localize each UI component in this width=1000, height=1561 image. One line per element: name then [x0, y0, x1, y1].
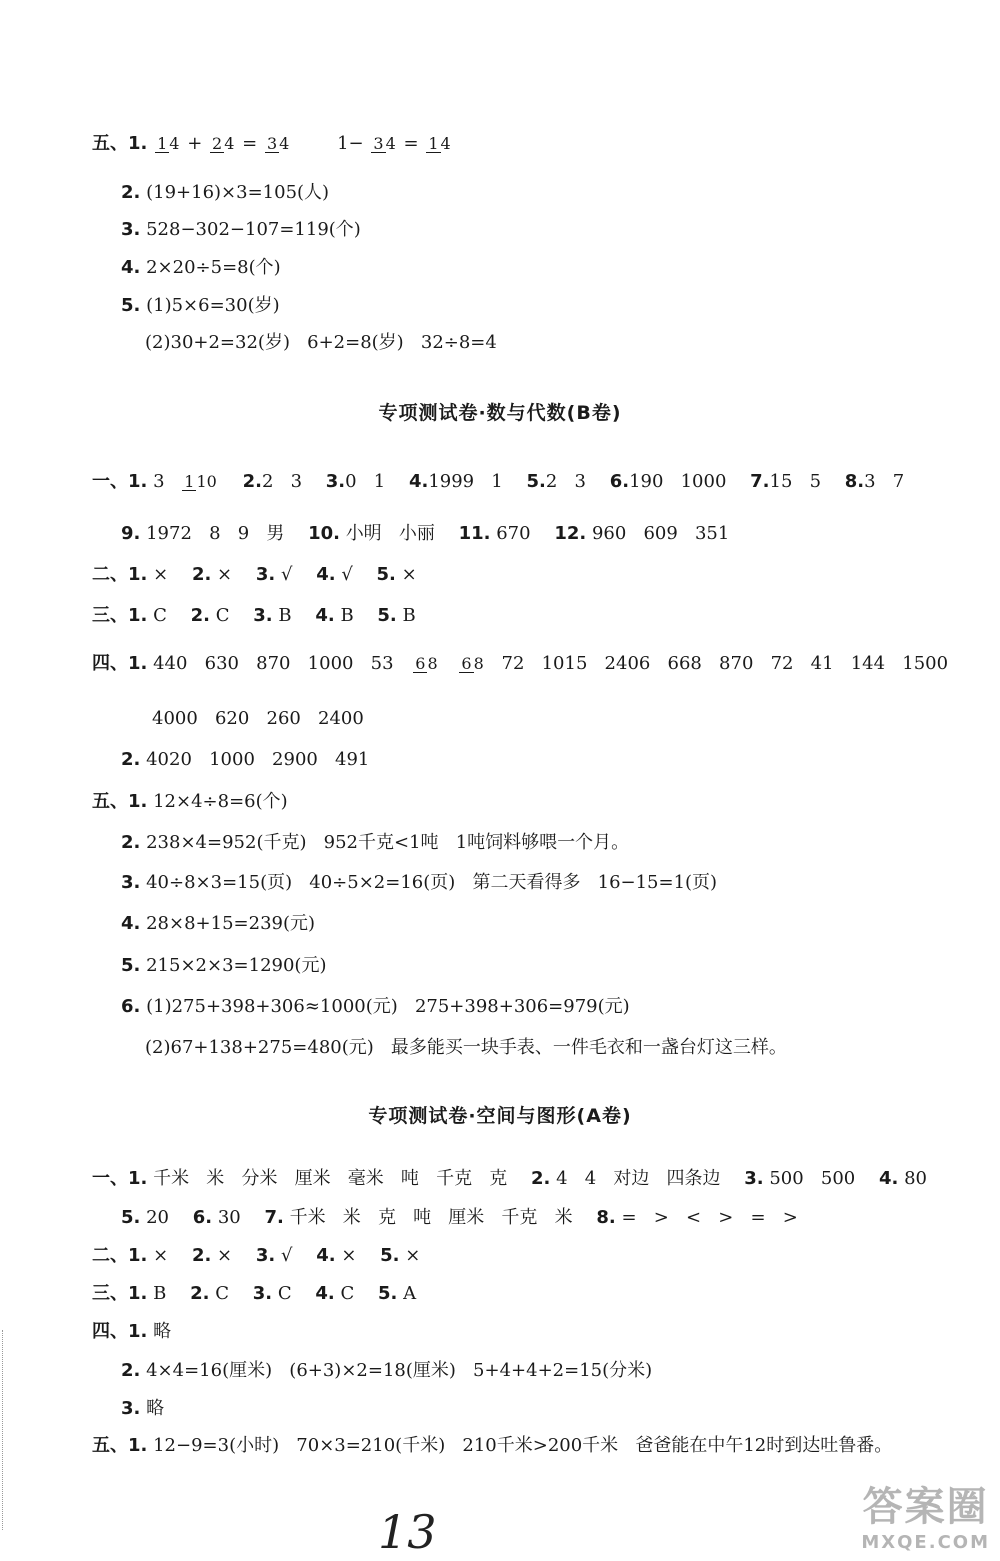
watermark-url: MXQE.COM — [861, 1532, 990, 1553]
fraction: 3 4 — [373, 134, 396, 153]
answer-line: 3. 528−302−107=119(个) — [121, 219, 361, 240]
answer-line: 三、1. B 2. C 3. C 4. C 5. A — [92, 1283, 417, 1304]
watermark-logo — [861, 1475, 990, 1553]
answer-line: 3. 40÷8×3=15(页) 40÷5×2=16(页) 第二天看得多 16−15=1(页) — [121, 872, 718, 893]
answer-line: 5. 215×2×3=1290(元) — [121, 955, 327, 976]
answer-line: 四、1. 440 630 870 1000 53 6 8 6 8 72 1015 2406 668 870 72 41 144 1500 — [92, 653, 949, 674]
answer-line: 二、1. × 2. × 3. √ 4. × 5. × — [92, 1245, 421, 1266]
answer-line: 9. 1972 8 9 男 10. 小明 小丽 11. 670 12. 960 609 351 — [121, 523, 730, 544]
answer-line: 五、1. 12−9=3(小时) 70×3=210(千米) 210千米>200千米 爸爸能在中午12时到达吐鲁番。 — [92, 1435, 893, 1456]
answer-line: 二、1. × 2. × 3. √ 4. √ 5. × — [92, 564, 417, 585]
answer-line: 一、1. 3 1 10 2.2 3 3.0 1 4.1999 1 5.2 3 6.190 1000 7.15 5 8.3 7 — [92, 471, 905, 492]
answer-line: 3. 略 — [121, 1398, 165, 1419]
answer-line: 三、1. C 2. C 3. B 4. B 5. B — [92, 605, 416, 626]
fraction: 6 8 — [415, 654, 438, 673]
answer-line: 2. 238×4=952(千克) 952千克<1吨 1吨饲料够喂一个月。 — [121, 832, 630, 853]
answer-line: 4000 620 260 2400 — [152, 708, 364, 729]
answer-line: 5. 20 6. 30 7. 千米 米 克 吨 厘米 千克 米 8. = > < > = > — [121, 1207, 798, 1228]
answer-line: 五、1. 1 4 + 2 4 = 3 4 1− 3 4 = 1 4 — [92, 133, 451, 154]
fraction: 2 4 — [212, 134, 235, 153]
answer-line: 5. (1)5×6=30(岁) — [121, 295, 280, 316]
fraction: 1 4 — [428, 134, 451, 153]
answer-line: 4. 28×8+15=239(元) — [121, 913, 316, 934]
margin-dotted-line — [2, 1330, 3, 1530]
section-heading: 专项测试卷·空间与图形(A卷) — [368, 1105, 632, 1127]
answer-line: 一、1. 千米 米 分米 厘米 毫米 吨 千克 克 2. 4 4 对边 四条边 3. 500 500 4. 80 — [92, 1168, 927, 1189]
answer-line: 2. 4×4=16(厘米) (6+3)×2=18(厘米) 5+4+4+2=15(分米) — [121, 1360, 653, 1381]
fraction: 1 10 — [184, 472, 217, 491]
fraction: 1 4 — [157, 134, 180, 153]
fraction: 6 8 — [461, 654, 484, 673]
answer-line: (2)67+138+275=480(元) 最多能买一块手表、一件毛衣和一盏台灯这三样。 — [145, 1037, 787, 1058]
section-heading: 专项测试卷·数与代数(B卷) — [378, 402, 622, 424]
answer-line: 四、1. 略 — [92, 1321, 172, 1342]
question-label: 五、1. — [92, 133, 148, 154]
watermark-text: 答案圈 — [862, 1484, 989, 1530]
page-number: 13 — [378, 1505, 437, 1559]
answer-line: (2)30+2=32(岁) 6+2=8(岁) 32÷8=4 — [145, 332, 497, 353]
answer-line: 2. (19+16)×3=105(人) — [121, 182, 330, 203]
fraction: 3 4 — [266, 134, 290, 153]
answer-line: 4. 2×20÷5=8(个) — [121, 257, 281, 278]
answer-line: 6. (1)275+398+306≈1000(元) 275+398+306=979(元) — [121, 996, 630, 1017]
answer-line: 五、1. 12×4÷8=6(个) — [92, 791, 288, 812]
answer-line: 2. 4020 1000 2900 491 — [121, 749, 370, 770]
